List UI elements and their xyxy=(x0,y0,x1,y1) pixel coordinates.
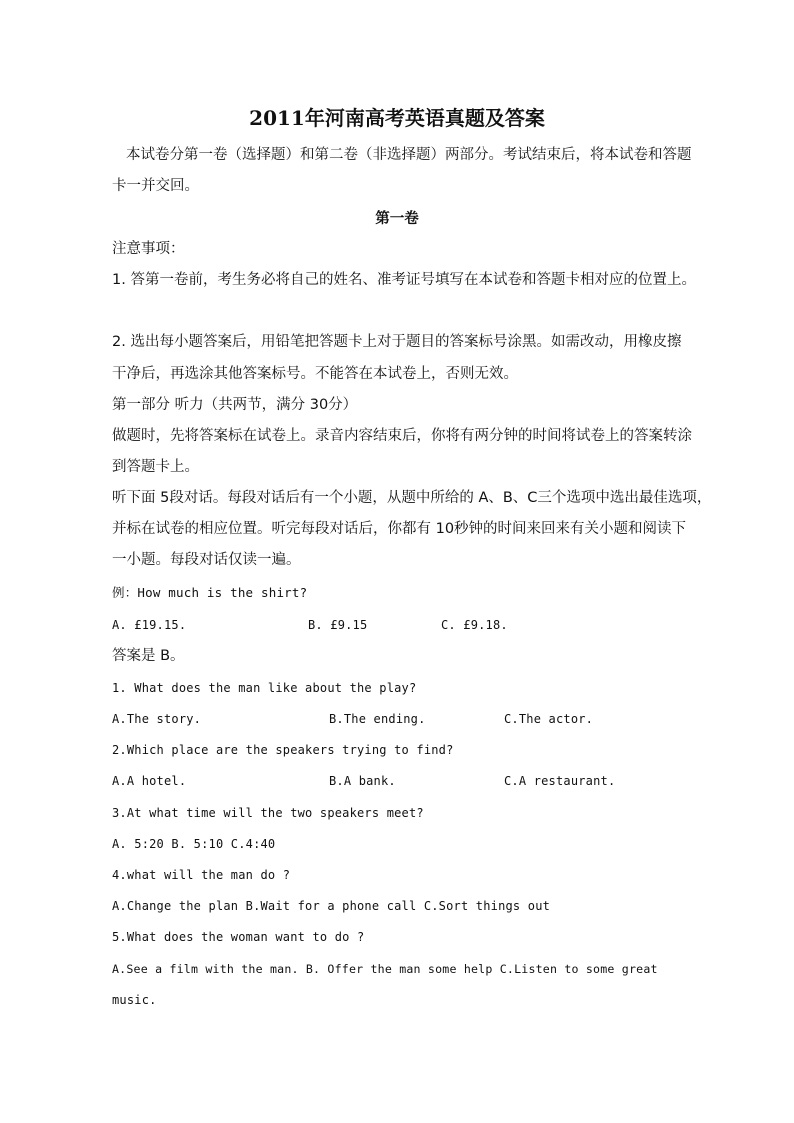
question-3-options: A. 5:20 B. 5:10 C.4:40 xyxy=(112,837,276,851)
notice-heading: 注意事项： xyxy=(112,241,185,257)
part-1-instruction-2-line-2: 并标在试卷的相应位置。听完每段对话后，你都有 10秒钟的时间来回来有关小题和阅读下 xyxy=(112,521,687,537)
question-3: 3.At what time will the two speakers meet? xyxy=(112,806,424,820)
example-option-a: A. £19.15. xyxy=(112,618,187,632)
question-4: 4.what will the man do ? xyxy=(112,868,291,882)
example-question: 例：How much is the shirt? xyxy=(112,585,308,600)
part-1-heading: 第一部分 听力（共两节，满分 30分） xyxy=(112,397,358,413)
question-1: 1. What does the man like about the play? xyxy=(112,681,417,695)
notice-item-2-line-1: 2. 选出每小题答案后，用铅笔把答题卡上对于题目的答案标号涂黑。如需改动，用橡皮擦 xyxy=(112,334,682,350)
part-1-instruction-2-line-1: 听下面 5段对话。每段对话后有一个小题，从题中所给的 A、B、C三个选项中选出最佳选项， xyxy=(112,490,712,506)
notice-item-2-line-2: 干净后，再选涂其他答案标号。不能答在本试卷上，否则无效。 xyxy=(112,366,518,382)
example-option-c: C. £9.18. xyxy=(441,618,508,632)
question-1-option-b: B.The ending. xyxy=(329,712,426,726)
question-2-options xyxy=(112,771,712,791)
intro-line-2: 卡一并交回。 xyxy=(112,178,199,194)
question-4-options: A.Change the plan B.Wait for a phone call C.Sort things out xyxy=(112,899,551,913)
part-1-instruction-2-line-3: 一小题。每段对话仅读一遍。 xyxy=(112,552,301,568)
page-title: 2011年河南高考英语真题及答案 xyxy=(249,106,545,130)
intro-line-1: 本试卷分第一卷（选择题）和第二卷（非选择题）两部分。考试结束后，将本试卷和答题 xyxy=(126,147,692,163)
question-1-option-c: C.The actor. xyxy=(504,712,594,726)
question-5: 5.What does the woman want to do ? xyxy=(112,930,365,944)
example-option-b: B. £9.15 xyxy=(308,618,368,632)
example-answer: 答案是 B。 xyxy=(112,648,185,664)
question-1-option-a: A.The story. xyxy=(112,712,202,726)
question-5-options: A.See a film with the man. B. Offer the man some help C.Listen to some great xyxy=(112,962,658,976)
question-2-option-c: C.A restaurant. xyxy=(504,774,616,788)
question-2: 2.Which place are the speakers trying to find? xyxy=(112,743,454,757)
question-1-options xyxy=(112,709,712,729)
question-5-options-continued: music. xyxy=(112,993,157,1007)
section-1-title: 第一卷 xyxy=(375,211,419,227)
question-2-option-b: B.A bank. xyxy=(329,774,396,788)
notice-item-1: 1. 答第一卷前，考生务必将自己的姓名、准考证号填写在本试卷和答题卡相对应的位置上。 xyxy=(112,272,696,288)
part-1-instruction-1-line-2: 到答题卡上。 xyxy=(112,459,199,475)
question-2-option-a: A.A hotel. xyxy=(112,774,187,788)
part-1-instruction-1-line-1: 做题时，先将答案标在试卷上。录音内容结束后，你将有两分钟的时间将试卷上的答案转涂 xyxy=(112,428,692,444)
example-options xyxy=(112,615,712,635)
